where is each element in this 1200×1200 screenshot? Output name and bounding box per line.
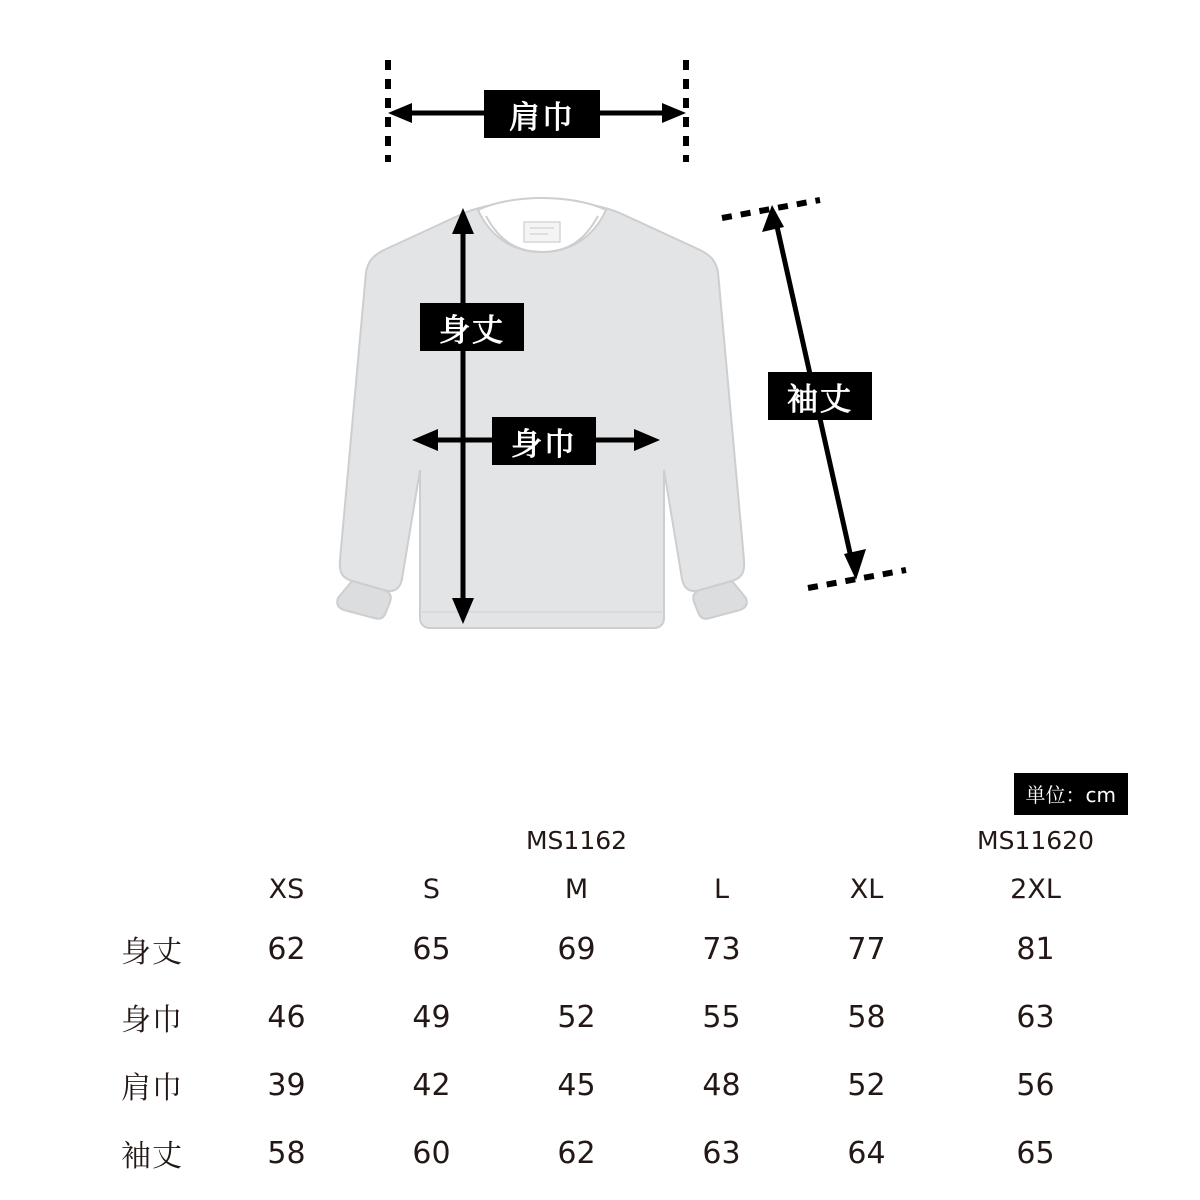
cell-body-length-s: 65 bbox=[412, 931, 451, 967]
unit-badge: 単位：cm bbox=[1014, 773, 1128, 815]
cell-shoulder-width-xl: 52 bbox=[847, 1067, 886, 1103]
cell-body-width-xl: 58 bbox=[847, 999, 886, 1035]
cell-sleeve-length-l: 63 bbox=[702, 1135, 741, 1171]
cell-body-length-xs: 62 bbox=[267, 931, 306, 967]
tshirt-illustration bbox=[337, 198, 747, 628]
cell-body-width-l: 55 bbox=[702, 999, 741, 1035]
table-row bbox=[68, 1120, 1132, 1188]
cell-sleeve-length-s: 60 bbox=[412, 1135, 451, 1171]
size-m: M bbox=[564, 874, 589, 905]
cell-body-width-m: 52 bbox=[557, 999, 596, 1035]
cell-sleeve-length-2xl: 65 bbox=[1016, 1135, 1055, 1171]
cell-sleeve-length-xl: 64 bbox=[847, 1135, 886, 1171]
size-xs: XS bbox=[268, 874, 305, 905]
label-shoulder-width: 肩巾 bbox=[484, 90, 600, 138]
row-label-sleeve-length: 袖丈 bbox=[121, 1139, 183, 1174]
model-name-ms1162: MS1162 bbox=[525, 826, 628, 855]
row-label-body-width: 身巾 bbox=[121, 1003, 183, 1038]
size-s: S bbox=[422, 874, 441, 905]
row-label-body-length: 身丈 bbox=[121, 935, 183, 970]
cell-shoulder-width-xs: 39 bbox=[267, 1067, 306, 1103]
cell-body-length-m: 69 bbox=[557, 931, 596, 967]
cell-shoulder-width-2xl: 56 bbox=[1016, 1067, 1055, 1103]
model-row-spacer bbox=[68, 818, 214, 865]
cell-body-length-l: 73 bbox=[702, 931, 741, 967]
label-body-width: 身巾 bbox=[492, 417, 596, 465]
size-l: L bbox=[713, 874, 730, 905]
cell-body-width-2xl: 63 bbox=[1016, 999, 1055, 1035]
table-row bbox=[68, 1052, 1132, 1120]
cell-body-length-2xl: 81 bbox=[1016, 931, 1055, 967]
cell-body-width-s: 49 bbox=[412, 999, 451, 1035]
label-body-length: 身丈 bbox=[420, 303, 524, 351]
cell-shoulder-width-s: 42 bbox=[412, 1067, 451, 1103]
cell-body-length-xl: 77 bbox=[847, 931, 886, 967]
size-2xl: 2XL bbox=[1010, 874, 1061, 905]
cell-sleeve-length-m: 62 bbox=[557, 1135, 596, 1171]
size-xl: XL bbox=[849, 874, 884, 905]
label-sleeve-length: 袖丈 bbox=[768, 372, 872, 420]
table-size-row bbox=[68, 865, 1132, 916]
cell-body-width-xs: 46 bbox=[267, 999, 306, 1035]
table-model-row bbox=[68, 818, 1132, 865]
size-row-spacer bbox=[68, 865, 214, 916]
cell-shoulder-width-m: 45 bbox=[557, 1067, 596, 1103]
table-row bbox=[68, 916, 1132, 984]
row-label-shoulder-width: 肩巾 bbox=[121, 1071, 183, 1106]
table-row bbox=[68, 984, 1132, 1052]
size-table bbox=[68, 818, 1132, 1188]
cell-shoulder-width-l: 48 bbox=[702, 1067, 741, 1103]
cell-sleeve-length-xs: 58 bbox=[267, 1135, 306, 1171]
model-name-ms11620: MS11620 bbox=[977, 826, 1094, 855]
